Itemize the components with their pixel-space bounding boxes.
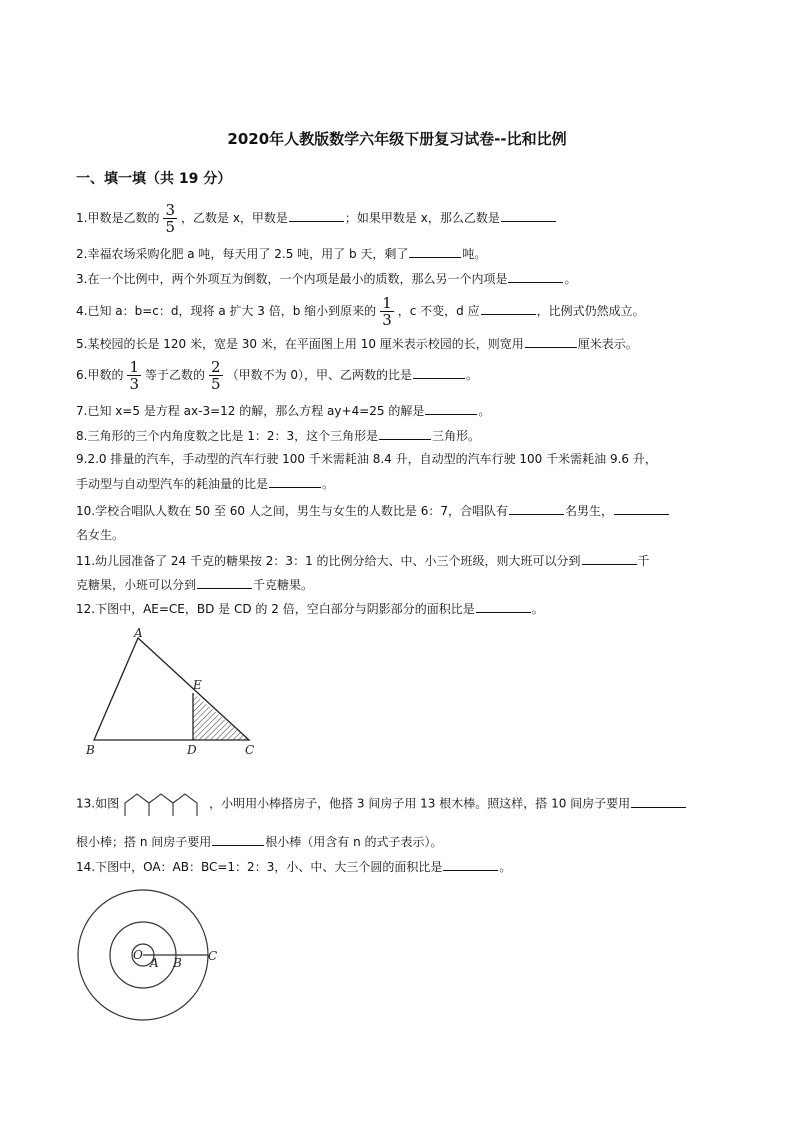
- question-8: 8.三角形的三个内角度数之比是 1：2：3，这个三角形是 三角形。: [76, 429, 481, 443]
- question-2: 2.幸福农场采购化肥 a 吨，每天用了 2.5 吨，用了 b 天，剩了 吨。: [76, 247, 487, 261]
- answer-blank[interactable]: [476, 600, 531, 613]
- answer-blank[interactable]: [509, 502, 564, 515]
- question-10: 10.学校合唱队人数在 50 至 60 人之间，男生与女生的人数比是 6：7，合唱队有 名男生，: [76, 502, 726, 519]
- answer-blank[interactable]: [425, 402, 477, 415]
- question-7: 7.已知 x=5 是方程 ax-3=12 的解，那么方程 ay+4=25 的解是 。: [76, 404, 491, 418]
- triangle-figure: [76, 625, 266, 760]
- houses-figure: [123, 791, 205, 817]
- question-10-cont: 名女生。: [76, 528, 125, 542]
- answer-blank[interactable]: [508, 270, 563, 283]
- fraction-2-5: $\frac{2}{5}$: [211, 358, 221, 393]
- question-13: 13.如图 ，小明用小棒搭房子，他搭 3 间房子用 13 根木棒。照这样，搭 10 间房子要用: [76, 791, 726, 817]
- page-title: 2020年人教版数学六年级下册复习试卷--比和比例: [227, 130, 567, 148]
- question-5: 5.某校园的长是 120 米，宽是 30 米，在平面图上用 10 厘米表示校园的长，则宽用 厘米表示。: [76, 337, 638, 351]
- question-9: 9.2.0 排量的汽车，手动型的汽车行驶 100 千米需耗油 8.4 升，自动型的汽车行驶 100 千米需耗油 9.6 升，: [76, 452, 657, 466]
- answer-blank[interactable]: [614, 502, 669, 515]
- answer-blank[interactable]: [443, 858, 498, 871]
- concentric-circles-figure: [76, 885, 226, 1025]
- question-6: 6.甲数的 $\frac{1}{3}$ 等于乙数的 $\frac{2}{5}$ （甲数不为 0），甲、乙两数的比是 。: [76, 358, 479, 393]
- label-e: E: [193, 678, 202, 692]
- answer-blank[interactable]: [631, 795, 686, 808]
- answer-blank[interactable]: [197, 576, 252, 589]
- answer-blank[interactable]: [379, 427, 431, 440]
- answer-blank[interactable]: [212, 833, 264, 846]
- question-4: 4.已知 a：b=c：d，现将 a 扩大 3 倍，b 缩小到原来的 $\frac{1}{3}$ ，c 不变，d 应 ，比例式仍然成立。: [76, 294, 645, 329]
- section-heading: 一、填一填（共 19 分）: [76, 171, 232, 187]
- fraction-3-5: $\frac{3}{5}$: [165, 201, 175, 236]
- answer-blank[interactable]: [481, 302, 536, 315]
- label-a: A: [134, 626, 143, 640]
- question-1: 1.甲数是乙数的 $\frac{3}{5}$ ，乙数是 x，甲数是 ；如果甲数是 x，那么乙数是: [76, 202, 726, 235]
- fraction-1-3: $\frac{1}{3}$: [382, 294, 392, 329]
- label-d: D: [187, 743, 197, 757]
- question-9-cont: 手动型与自动型汽车的耗油量的比是 。: [76, 477, 335, 491]
- question-14: 14.下图中，OA：AB：BC=1：2：3，小、中、大三个圆的面积比是 。: [76, 860, 512, 874]
- question-13-cont: 根小棒；搭 n 间房子要用 根小棒（用含有 n 的式子表示）。: [76, 835, 443, 849]
- answer-blank[interactable]: [289, 209, 344, 222]
- label-c: C: [208, 949, 218, 963]
- answer-blank[interactable]: [525, 335, 577, 348]
- question-12: 12.下图中，AE=CE，BD 是 CD 的 2 倍，空白部分与阴影部分的面积比是 。: [76, 602, 544, 616]
- question-11: 11.幼儿园准备了 24 千克的糖果按 2：3：1 的比例分给大、中、小三个班级，则大班可以分到 千: [76, 554, 650, 568]
- label-o: O: [133, 948, 143, 962]
- label-c: C: [245, 743, 255, 757]
- answer-blank[interactable]: [269, 475, 321, 488]
- question-11-cont: 克糖果，小班可以分到 千克糖果。: [76, 578, 314, 592]
- answer-blank[interactable]: [501, 209, 556, 222]
- answer-blank[interactable]: [413, 366, 465, 379]
- label-b: B: [173, 956, 182, 970]
- label-b: B: [86, 743, 95, 757]
- answer-blank[interactable]: [409, 245, 461, 258]
- answer-blank[interactable]: [582, 552, 637, 565]
- label-a: A: [150, 956, 159, 970]
- fraction-1-3: $\frac{1}{3}$: [129, 358, 139, 393]
- question-3: 3.在一个比例中，两个外项互为倒数，一个内项是最小的质数，那么另一个内项是 。: [76, 272, 577, 286]
